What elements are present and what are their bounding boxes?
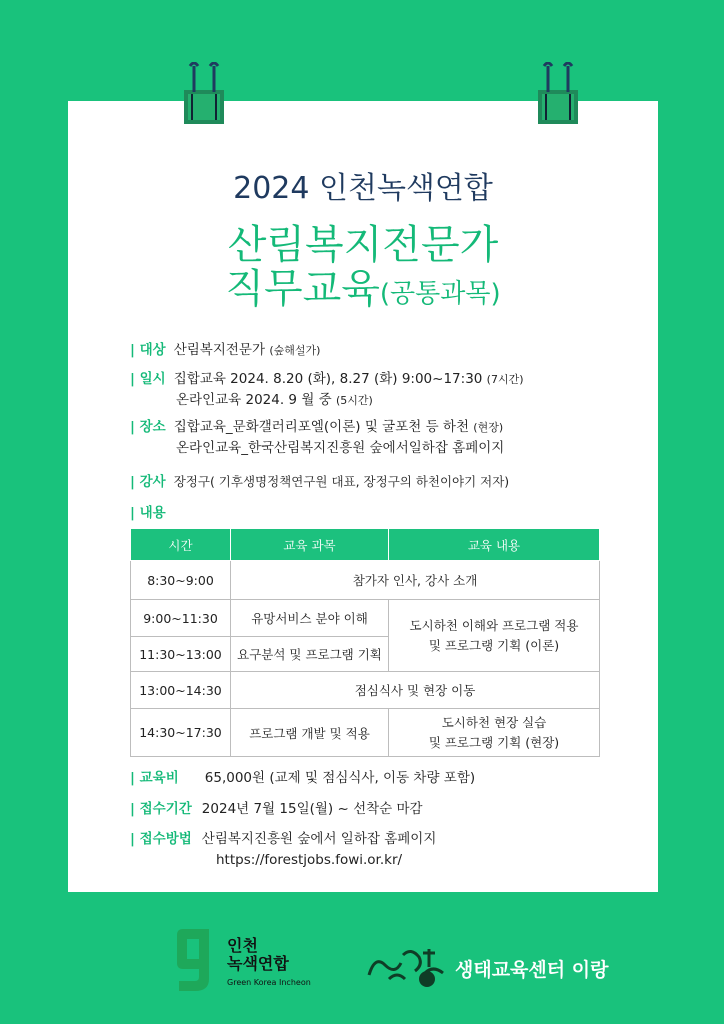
target-note: (숲해설가) bbox=[269, 344, 321, 357]
binder-clip-right-icon bbox=[532, 62, 584, 126]
irang-name: 생태교육센터 이랑 bbox=[455, 959, 609, 981]
fee-value: 65,000원 (교제 및 점심식사, 이동 차량 포함) bbox=[204, 770, 476, 786]
method-url[interactable]: https://forestjobs.fowi.or.kr/ bbox=[216, 852, 403, 868]
table-header: 교육 과목 bbox=[231, 529, 389, 561]
table-cell: 점심식사 및 현장 이동 bbox=[231, 672, 600, 709]
table-cell: 참가자 인사, 강사 소개 bbox=[231, 561, 600, 600]
binder-clip-left-icon bbox=[178, 62, 230, 126]
fee-row bbox=[130, 768, 475, 789]
table-header: 시간 bbox=[131, 529, 231, 561]
table-cell: 프로그램 개발 및 적용 bbox=[231, 709, 389, 757]
logo-line-1: 인천 bbox=[227, 936, 258, 955]
table-header-row bbox=[131, 529, 600, 561]
table-cell: 11:30~13:00 bbox=[131, 637, 231, 672]
table-cell: 14:30~17:30 bbox=[131, 709, 231, 757]
method-row bbox=[130, 829, 436, 871]
table-cell: 유망서비스 분야 이해 bbox=[231, 600, 389, 637]
table-cell: 8:30~9:00 bbox=[131, 561, 231, 600]
title-line-2 bbox=[68, 257, 658, 314]
place-label: | 장소 bbox=[130, 419, 166, 435]
method-line1: 산림복지진흥원 숲에서 일하잡 홈페이지 bbox=[201, 831, 437, 847]
organizer-heading: 2024 인천녹색연합 bbox=[233, 171, 493, 206]
period-label: | 접수기간 bbox=[130, 801, 192, 817]
schedule-line1: 집합교육 2024. 8.20 (화), 8.27 (화) 9:00~17:30 bbox=[173, 371, 487, 387]
target-label: | 대상 bbox=[130, 342, 166, 358]
lecturer-value: 장정구( 기후생명정책연구원 대표, 장정구의 하천이야기 저자) bbox=[173, 474, 510, 489]
target-value: 산림복지전문가 bbox=[173, 342, 266, 358]
table-cell: 요구분석 및 프로그램 기획 bbox=[231, 637, 389, 672]
table-header: 교육 내용 bbox=[389, 529, 600, 561]
schedule-line1-note: (7시간) bbox=[486, 373, 524, 386]
place-line2: 온라인교육_한국산림복지진흥원 숲에서일하잡 홈페이지 bbox=[176, 440, 505, 456]
place-line1: 집합교육_문화갤러리포엘(이론) 및 굴포천 등 하천 bbox=[173, 419, 474, 435]
period-value: 2024년 7월 15일(월) ~ 선착순 마감 bbox=[201, 801, 423, 817]
content-label: | 내용 bbox=[130, 505, 166, 521]
green-korea-logo-icon bbox=[175, 925, 221, 993]
table-cell-text: 및 프로그랭 기획 (이론) bbox=[428, 637, 560, 653]
title-suffix: (공통과목) bbox=[379, 279, 501, 309]
method-label: | 접수방법 bbox=[130, 831, 192, 847]
table-cell bbox=[389, 709, 600, 757]
table-row bbox=[131, 709, 600, 757]
table-cell: 9:00~11:30 bbox=[131, 600, 231, 637]
table-cell bbox=[389, 600, 600, 672]
table-row bbox=[131, 672, 600, 709]
table-cell-text: 및 프로그랭 기획 (현장) bbox=[428, 734, 560, 750]
place-row bbox=[130, 417, 504, 459]
lecturer-row bbox=[130, 471, 509, 493]
content-row bbox=[130, 503, 174, 524]
schedule-line2: 온라인교육 2024. 9 월 중 bbox=[176, 392, 336, 408]
table-cell-text: 도시하천 현장 실습 bbox=[441, 714, 547, 730]
period-row bbox=[130, 799, 423, 820]
irang-logo-icon bbox=[365, 945, 450, 989]
schedule-label: | 일시 bbox=[130, 371, 166, 387]
lecturer-label: | 강사 bbox=[130, 474, 166, 490]
target-row bbox=[130, 340, 320, 361]
table-row bbox=[131, 561, 600, 600]
fee-label: | 교육비 bbox=[130, 770, 179, 786]
schedule-table bbox=[130, 528, 600, 757]
title-main: 직무교육 bbox=[225, 266, 380, 312]
title-line-1: 산림복지전문가 bbox=[227, 222, 499, 268]
table-cell-text: 도시하천 이해와 프로그램 적용 bbox=[409, 617, 579, 633]
schedule-row bbox=[130, 369, 524, 411]
place-line1-note: (현장) bbox=[473, 421, 504, 434]
table-row bbox=[131, 600, 600, 637]
logo-line-3: Green Korea Incheon bbox=[227, 978, 311, 987]
logo-line-2: 녹색연합 bbox=[227, 954, 289, 973]
table-cell: 13:00~14:30 bbox=[131, 672, 231, 709]
schedule-line2-note: (5시간) bbox=[335, 394, 373, 407]
